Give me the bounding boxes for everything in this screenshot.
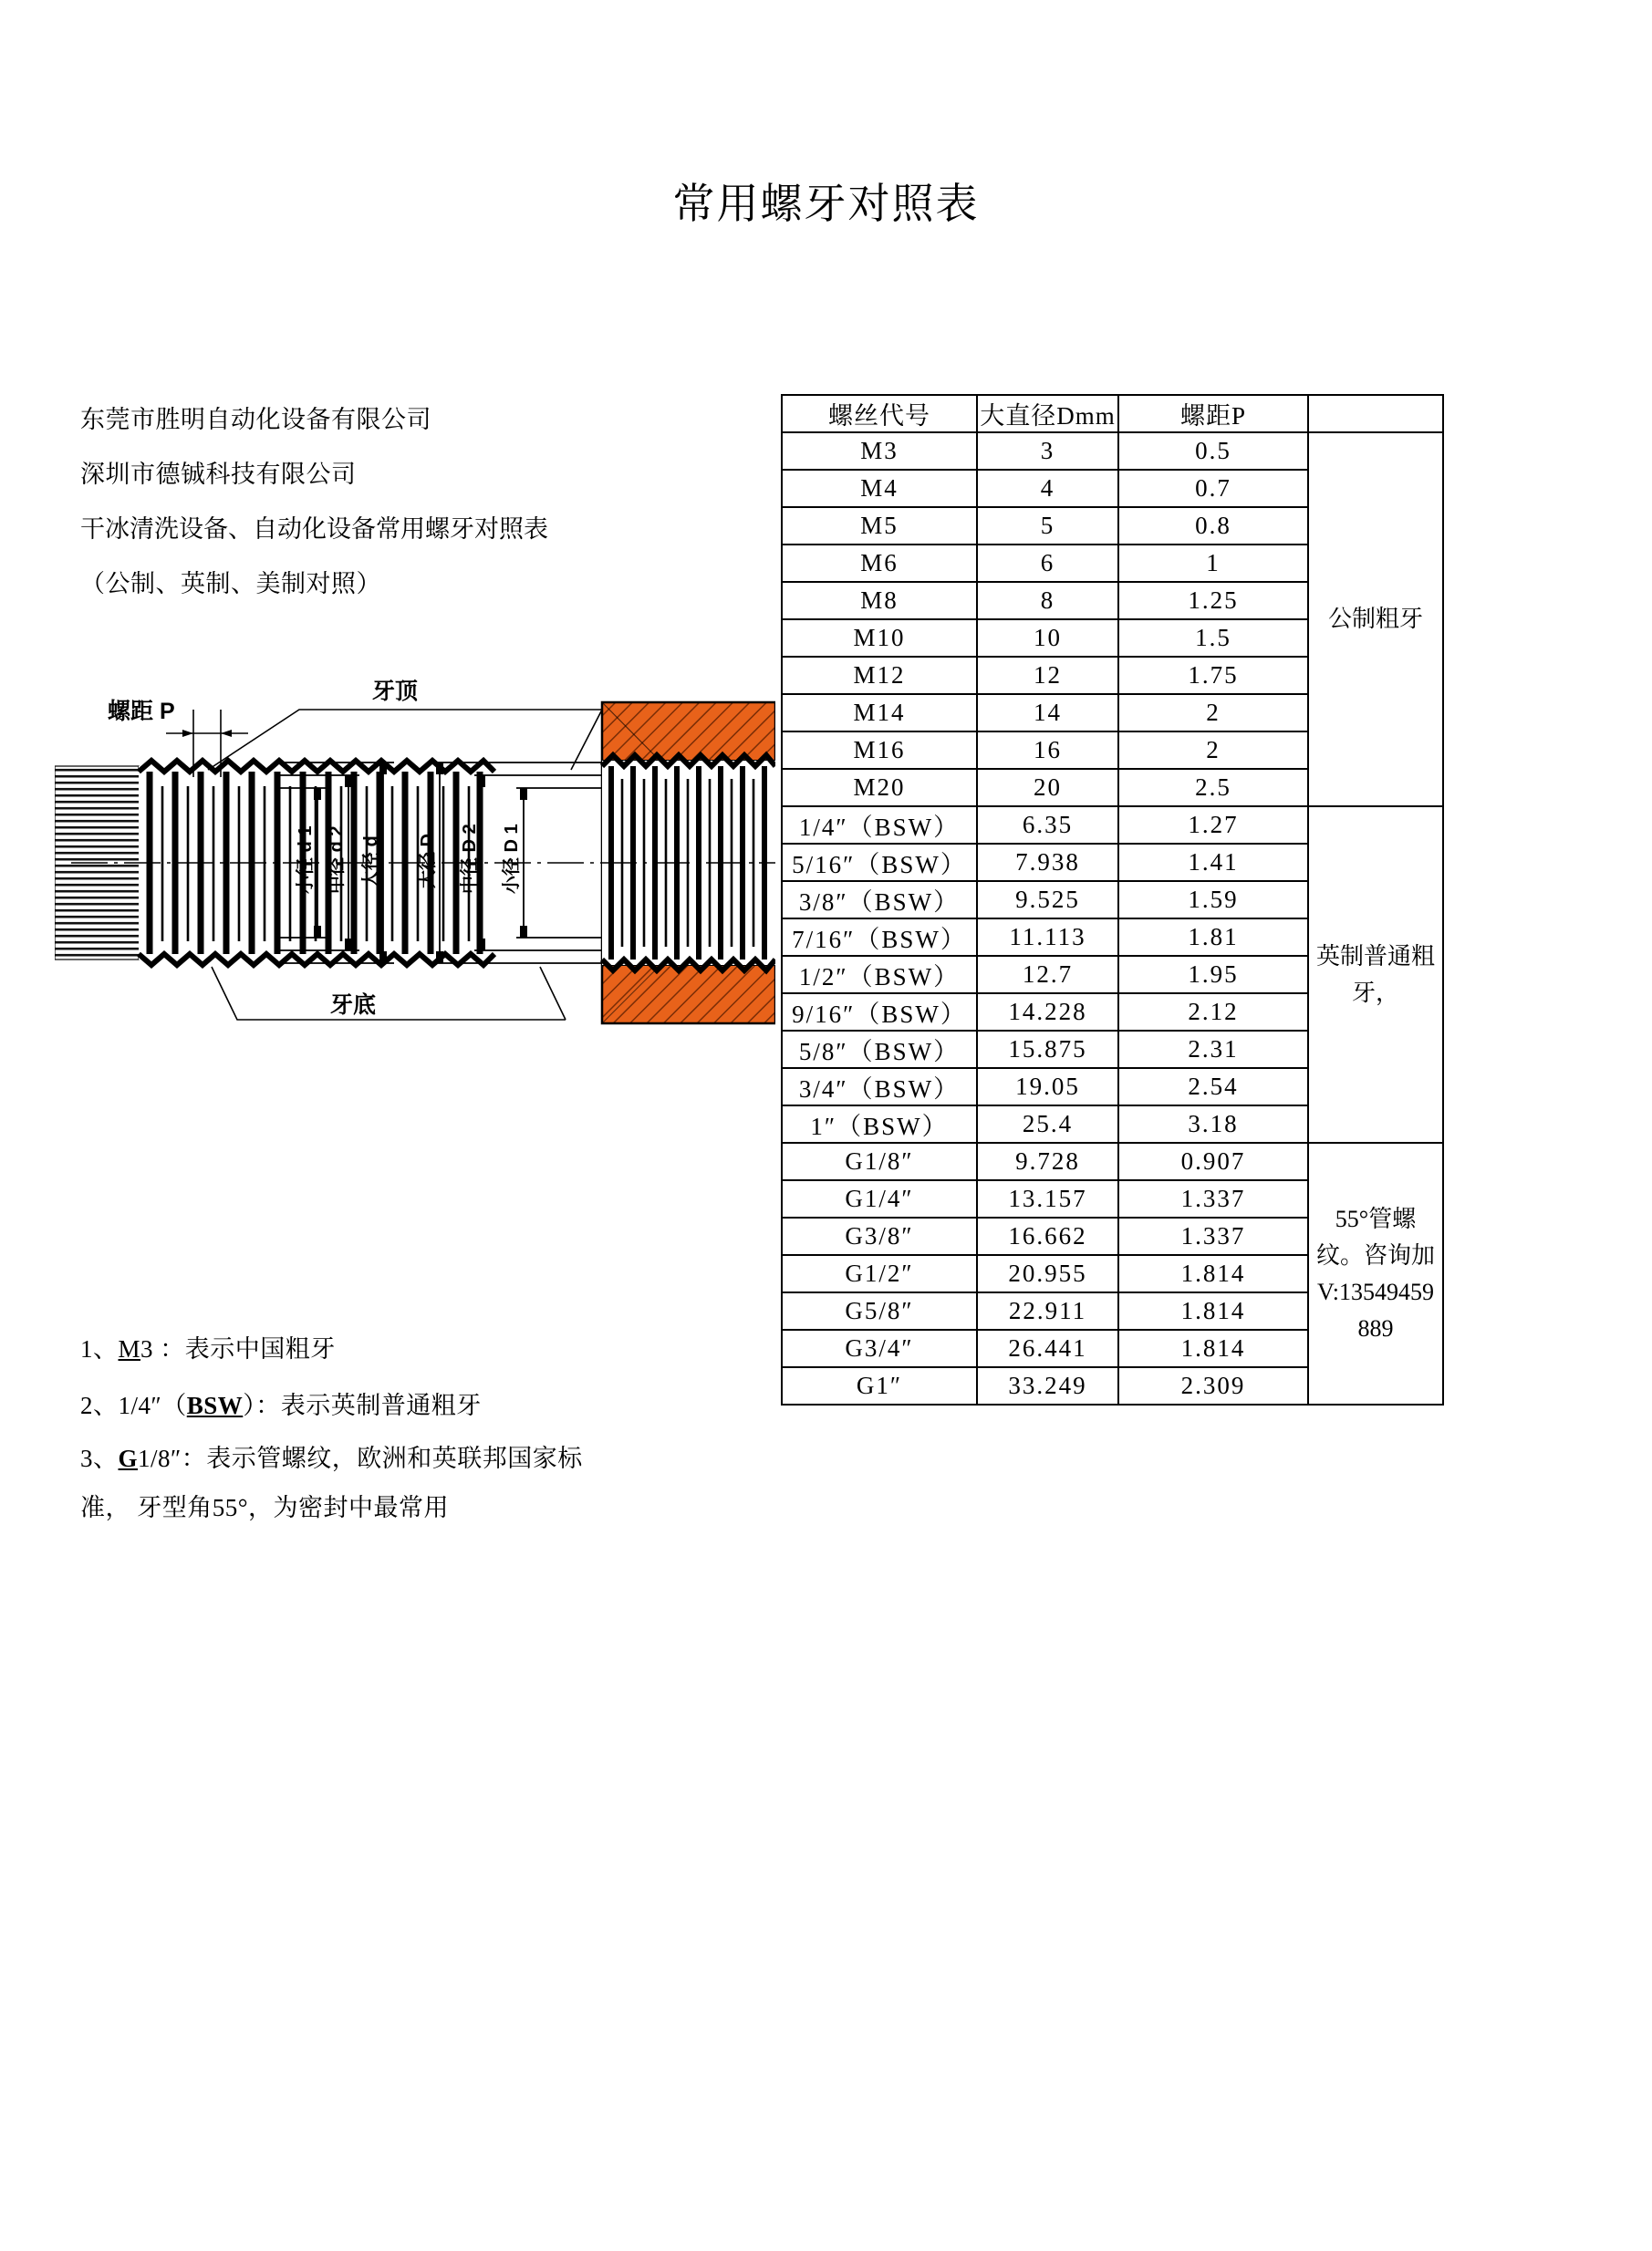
note-2-prefix: 1/4″（ — [118, 1392, 187, 1419]
cell-screw-code: M12 — [782, 657, 977, 694]
cell-screw-code: M4 — [782, 470, 977, 507]
table-row — [782, 806, 1443, 844]
cell-pitch: 1.337 — [1118, 1180, 1308, 1218]
cell-screw-code: 5/8″（BSW） — [782, 1031, 977, 1068]
note-3-index: 3、 — [80, 1445, 119, 1472]
cell-screw-code: M20 — [782, 769, 977, 806]
note-2-rest: ）：表示英制普通粗牙 — [243, 1392, 482, 1419]
cell-pitch: 1.5 — [1118, 619, 1308, 657]
cell-screw-code: G1/8″ — [782, 1143, 977, 1180]
cell-major-diameter: 20 — [977, 769, 1118, 806]
nut-pitch-dia-label: 中径 D 2 — [460, 824, 480, 894]
cell-screw-code: G3/8″ — [782, 1218, 977, 1255]
cell-major-diameter: 4 — [977, 470, 1118, 507]
cell-screw-code: 5/16″（BSW） — [782, 844, 977, 881]
cell-pitch: 1.814 — [1118, 1255, 1308, 1292]
cell-screw-code: 3/8″（BSW） — [782, 881, 977, 918]
cell-screw-code: G1/4″ — [782, 1180, 977, 1218]
bolt-pitch-dia-label: 中径 d 2 — [327, 825, 347, 894]
col-header-pitch: 螺距P — [1118, 395, 1308, 432]
cell-major-diameter: 6.35 — [977, 806, 1118, 844]
nut-minor-dia-label: 小径 D 1 — [502, 824, 522, 894]
note-1-rest: 3 ：表示中国粗牙 — [140, 1335, 336, 1363]
note-3-rest: 1/8″：表示管螺纹，欧洲和英联邦国家标 — [138, 1445, 583, 1472]
cell-screw-code: 1″（BSW） — [782, 1105, 977, 1143]
cell-pitch: 1.337 — [1118, 1218, 1308, 1255]
cell-pitch: 2.12 — [1118, 993, 1308, 1031]
cell-pitch: 0.907 — [1118, 1143, 1308, 1180]
cell-major-diameter: 19.05 — [977, 1068, 1118, 1105]
cell-major-diameter: 12 — [977, 657, 1118, 694]
cell-major-diameter: 26.441 — [977, 1330, 1118, 1367]
cell-pitch: 2.54 — [1118, 1068, 1308, 1105]
note-item-1 — [80, 1321, 783, 1377]
cell-screw-code: M5 — [782, 507, 977, 545]
cell-screw-code: M16 — [782, 731, 977, 769]
cell-group-label: 55°管螺纹。咨询加 V:13549459889 — [1308, 1143, 1443, 1405]
cell-pitch: 3.18 — [1118, 1105, 1308, 1143]
company-name-secondary: 深圳市德铖科技有限公司 — [80, 461, 357, 488]
cell-pitch: 1.59 — [1118, 881, 1308, 918]
cell-major-diameter: 13.157 — [977, 1180, 1118, 1218]
cell-pitch: 1.81 — [1118, 918, 1308, 956]
cell-pitch: 2 — [1118, 694, 1308, 731]
cell-major-diameter: 25.4 — [977, 1105, 1118, 1143]
cell-major-diameter: 7.938 — [977, 844, 1118, 881]
cell-major-diameter: 14 — [977, 694, 1118, 731]
cell-major-diameter: 6 — [977, 545, 1118, 582]
col-header-code: 螺丝代号 — [782, 395, 977, 432]
note-item-3 — [80, 1434, 783, 1532]
cell-major-diameter: 16.662 — [977, 1218, 1118, 1255]
cell-major-diameter: 15.875 — [977, 1031, 1118, 1068]
cell-pitch: 1 — [1118, 545, 1308, 582]
col-header-major-dia: 大直径Dmm — [977, 395, 1118, 432]
root-label: 牙底 — [330, 992, 377, 1018]
cell-pitch: 2.31 — [1118, 1031, 1308, 1068]
cell-screw-code: M8 — [782, 582, 977, 619]
note-item-2 — [80, 1377, 783, 1434]
company-standards-note: （公制、英制、美制对照） — [80, 570, 381, 597]
table-header-row — [782, 395, 1443, 432]
cell-screw-code: M6 — [782, 545, 977, 582]
cell-major-diameter: 9.728 — [977, 1143, 1118, 1180]
cell-major-diameter: 5 — [977, 507, 1118, 545]
nut-major-dia-label: 大径 D — [418, 834, 438, 888]
cell-major-diameter: 11.113 — [977, 918, 1118, 956]
thread-spec-table — [781, 394, 1444, 1406]
cell-screw-code: M14 — [782, 694, 977, 731]
cell-screw-code: 3/4″（BSW） — [782, 1068, 977, 1105]
cell-screw-code: M3 — [782, 432, 977, 470]
table-row — [782, 432, 1443, 470]
cell-pitch: 1.814 — [1118, 1330, 1308, 1367]
cell-major-diameter: 10 — [977, 619, 1118, 657]
cell-screw-code: 7/16″（BSW） — [782, 918, 977, 956]
cell-pitch: 1.41 — [1118, 844, 1308, 881]
notes-block — [80, 1321, 783, 1532]
page-title: 常用螺牙对照表 — [672, 181, 980, 227]
cell-pitch: 1.27 — [1118, 806, 1308, 844]
bolt-major-dia-label: 大径 d — [361, 835, 381, 888]
table-row — [782, 1143, 1443, 1180]
pitch-label: 螺距 P — [108, 699, 175, 724]
cell-pitch: 1.95 — [1118, 956, 1308, 993]
cell-major-diameter: 16 — [977, 731, 1118, 769]
note-2-marked: BSW — [186, 1392, 244, 1419]
bolt-minor-dia-label: 小径 d 1 — [296, 825, 316, 894]
note-3-line2: 准， 牙型角55°，为密封中最常用 — [80, 1494, 450, 1521]
company-info-block — [80, 392, 774, 611]
company-tagline: 干冰清洗设备、自动化设备常用螺牙对照表 — [80, 515, 548, 543]
cell-group-label: 公制粗牙 — [1308, 432, 1443, 806]
note-1-marked: M — [118, 1335, 141, 1363]
cell-pitch: 0.7 — [1118, 470, 1308, 507]
company-name-primary: 东莞市胜明自动化设备有限公司 — [80, 406, 431, 433]
cell-major-diameter: 9.525 — [977, 881, 1118, 918]
cell-screw-code: 1/4″（BSW） — [782, 806, 977, 844]
note-1-index: 1、 — [80, 1335, 119, 1363]
cell-screw-code: G3/4″ — [782, 1330, 977, 1367]
cell-pitch: 1.25 — [1118, 582, 1308, 619]
cell-pitch: 2 — [1118, 731, 1308, 769]
cell-pitch: 0.5 — [1118, 432, 1308, 470]
cell-major-diameter: 22.911 — [977, 1292, 1118, 1330]
cell-screw-code: G1″ — [782, 1367, 977, 1405]
cell-pitch: 1.814 — [1118, 1292, 1308, 1330]
note-2-index: 2、 — [80, 1392, 119, 1419]
cell-major-diameter: 14.228 — [977, 993, 1118, 1031]
cell-major-diameter: 3 — [977, 432, 1118, 470]
cell-pitch: 1.75 — [1118, 657, 1308, 694]
cell-pitch: 2.5 — [1118, 769, 1308, 806]
cell-screw-code: 1/2″（BSW） — [782, 956, 977, 993]
cell-screw-code: M10 — [782, 619, 977, 657]
cell-major-diameter: 33.249 — [977, 1367, 1118, 1405]
cell-screw-code: G5/8″ — [782, 1292, 977, 1330]
crest-label: 牙顶 — [372, 679, 419, 704]
cell-screw-code: G1/2″ — [782, 1255, 977, 1292]
cell-major-diameter: 20.955 — [977, 1255, 1118, 1292]
cell-major-diameter: 12.7 — [977, 956, 1118, 993]
note-3-marked: G — [118, 1445, 139, 1472]
cell-screw-code: 9/16″（BSW） — [782, 993, 977, 1031]
cell-group-label: 英制普通粗牙， — [1308, 806, 1443, 1143]
thread-diagram — [55, 659, 775, 1042]
cell-major-diameter: 8 — [977, 582, 1118, 619]
cell-pitch: 0.8 — [1118, 507, 1308, 545]
cell-pitch: 2.309 — [1118, 1367, 1308, 1405]
col-header-group — [1308, 395, 1443, 432]
